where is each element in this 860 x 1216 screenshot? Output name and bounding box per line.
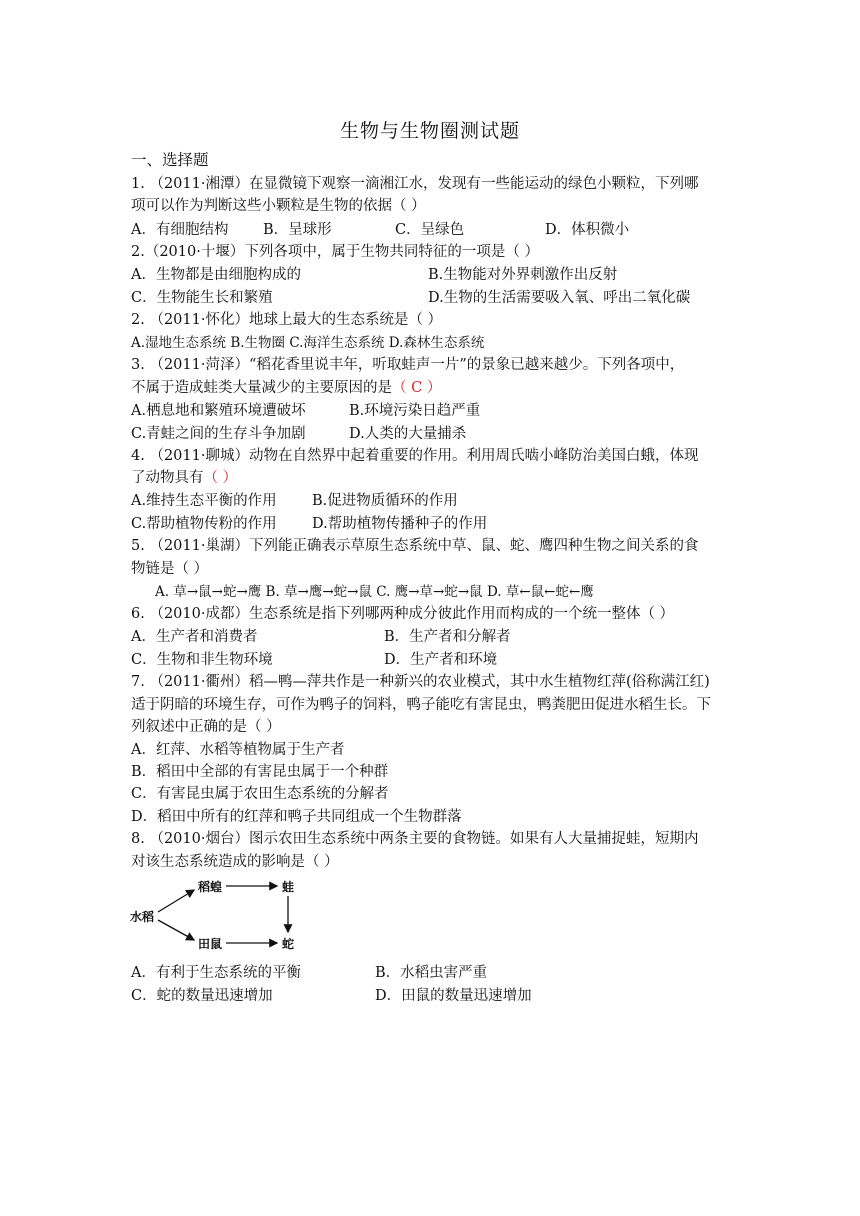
q2a-stem: 2.（2010·十堰）下列各项中，属于生物共同特征的一项是（ ） xyxy=(131,244,539,260)
q8-option-c: C．蛇的数量迅速增加 xyxy=(131,988,273,1004)
q5-stem-line2: 物链是（ ） xyxy=(131,561,209,577)
q7-option-d: D．稻田中所有的红萍和鸭子共同组成一个生物群落 xyxy=(131,809,462,825)
node-rice: 水稻 xyxy=(130,910,155,924)
q3-stem-line2 xyxy=(131,378,441,398)
q7-stem-line1: 7. （2011·衢州）稻—鸭—萍共作是一种新兴的农业模式，其中水生植物红萍(俗称满江红) xyxy=(131,674,710,690)
q4-stem-line2 xyxy=(131,468,237,488)
q6-stem: 6. （2010·成都）生态系统是指下列哪两种成分彼此作用而构成的一个统一整体（ ） xyxy=(131,606,675,622)
section-heading: 一、选择题 xyxy=(131,151,209,169)
q4-option-a: A.维持生态平衡的作用 xyxy=(131,493,277,509)
q8-option-a: A．有利于生态系统的平衡 xyxy=(131,965,301,981)
q6-option-d: D．生产者和环境 xyxy=(384,652,498,668)
q1-option-b: B．呈球形 xyxy=(263,222,332,238)
q8-stem-line1: 8. （2010·烟台）图示农田生态系统中两条主要的食物链。如果有人大量捕捉蛙，短期内 xyxy=(131,831,699,847)
q8-option-b: B．水稻虫害严重 xyxy=(375,965,488,981)
node-frog: 蛙 xyxy=(282,880,295,894)
q1-option-a: A．有细胞结构 xyxy=(131,222,229,238)
q7-stem-line3: 列叙述中正确的是（ ） xyxy=(131,719,281,735)
q2a-option-c: C．生物能生长和繁殖 xyxy=(131,290,273,306)
q4-option-b: B.促进物质循环的作用 xyxy=(312,493,458,509)
q3-option-c: C.青蛙之间的生存斗争加剧 xyxy=(131,426,306,442)
q5-options: A. 草→鼠→蛇→鹰 B. 草→鹰→蛇→鼠 C. 鹰→草→蛇→鼠 D. 草←鼠←蛇←鹰 xyxy=(155,584,594,600)
q4-option-c: C.帮助植物传粉的作用 xyxy=(131,516,277,532)
q1-option-d: D．体积微小 xyxy=(545,222,630,238)
q4-stem-line1: 4. （2011·聊城）动物在自然界中起着重要的作用。利用周氏啮小峰防治美国白蛾，体现 xyxy=(131,448,699,464)
q1-stem-line1: 1. （2011·湘潭）在显微镜下观察一滴湘江水，发现有一些能运动的绿色小颗粒，下列哪 xyxy=(131,176,699,192)
q3-option-a: A.栖息地和繁殖环境遭破坏 xyxy=(131,403,306,419)
q2b-stem: 2. （2011·怀化）地球上最大的生态系统是（ ） xyxy=(131,312,443,328)
page-title: 生物与生物圈测试题 xyxy=(339,120,520,142)
node-locust: 稻蝗 xyxy=(198,880,223,894)
q1-option-c: C．呈绿色 xyxy=(395,222,465,238)
q8-option-d: D．田鼠的数量迅速增加 xyxy=(375,988,532,1004)
q3-stem-line1: 3. （2011·菏泽）“稻花香里说丰年，听取蛙声一片”的景象已越来越少。下列各项中， xyxy=(131,357,685,373)
q2a-option-a: A．生物都是由细胞构成的 xyxy=(131,267,301,283)
q6-option-c: C．生物和非生物环境 xyxy=(131,652,273,668)
q8-stem-line2: 对该生态系统造成的影响是（ ） xyxy=(131,854,339,870)
q7-option-a: A．红萍、水稻等植物属于生产者 xyxy=(131,742,345,758)
q2a-option-b: B.生物能对外界刺激作出反射 xyxy=(428,267,618,283)
q7-option-c: C．有害昆虫属于农田生态系统的分解者 xyxy=(131,786,389,802)
q2b-options: A.湿地生态系统 B.生物圈 C.海洋生态系统 D.森林生态系统 xyxy=(131,335,485,351)
q3-option-d: D.人类的大量捕杀 xyxy=(349,426,467,442)
q7-stem-line2: 适于阴暗的环境生存，可作为鸭子的饲料，鸭子能吃有害昆虫，鸭粪肥田促进水稻生长。下 xyxy=(131,697,711,713)
node-rat: 田鼠 xyxy=(198,937,223,951)
q6-option-b: B．生产者和分解者 xyxy=(384,629,511,645)
q5-stem-line1: 5. （2011·巢湖）下列能正确表示草原生态系统中草、鼠、蛇、鹰四种生物之间关系的食 xyxy=(131,538,699,554)
q2a-option-d: D.生物的生活需要吸入氧、呼出二氧化碳 xyxy=(428,290,691,306)
food-chain-diagram xyxy=(126,876,306,956)
q4-blank: （ ） xyxy=(203,470,238,486)
q7-option-b: B．稻田中全部的有害昆虫属于一个种群 xyxy=(131,764,389,780)
q4-stem-text: 了动物具有 xyxy=(131,470,204,486)
q3-stem-text: 不属于造成蛙类大量减少的主要原因的是 xyxy=(131,380,392,396)
q3-option-b: B.环境污染日趋严重 xyxy=(349,403,481,419)
q3-answer: （ C ） xyxy=(392,380,442,396)
arrow-rice-rat xyxy=(158,920,194,940)
q6-option-a: A．生产者和消费者 xyxy=(131,629,258,645)
q4-option-d: D.帮助植物传播种子的作用 xyxy=(312,516,488,532)
q1-stem-line2: 项可以作为判断这些小颗粒是生物的依据（ ） xyxy=(131,198,426,214)
arrow-rice-locust xyxy=(158,890,194,912)
node-snake: 蛇 xyxy=(282,937,295,951)
